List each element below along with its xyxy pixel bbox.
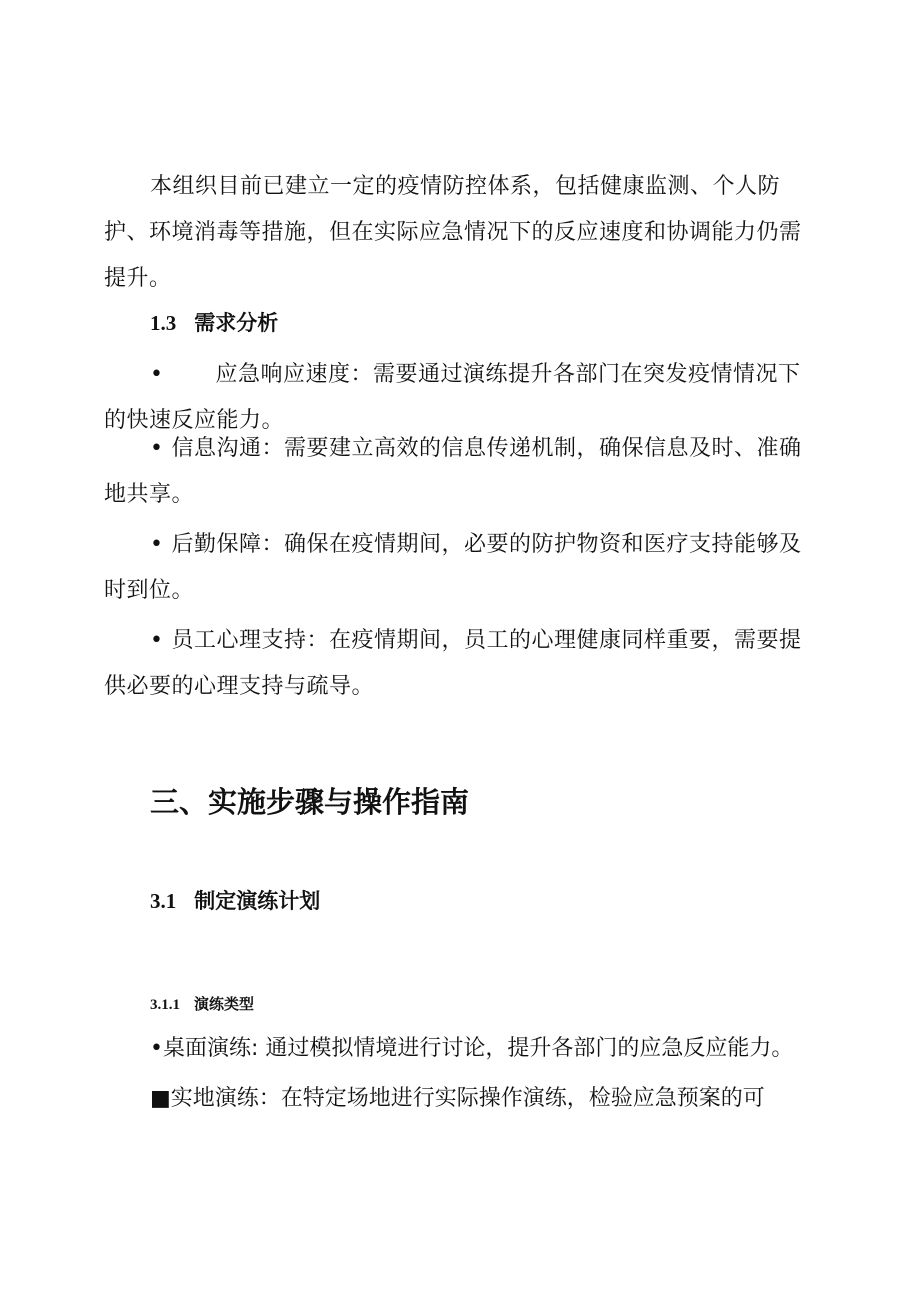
bullet-marker: • — [150, 628, 164, 653]
bullet-text: 员工心理支持：在疫情期间，员工的心理健康同样重要，需要提供必要的心理支持与疏导。 — [104, 628, 802, 699]
bullet-text: 后勤保障：确保在疫情期间，必要的防护物资和医疗支持能够及时到位。 — [104, 532, 802, 603]
subsection-number: 3.1.1 — [150, 997, 180, 1013]
bullet-item — [104, 426, 804, 518]
bullet-item — [104, 522, 804, 614]
subsection-title: 演练类型 — [194, 995, 255, 1013]
bullet-text: 信息沟通：需要建立高效的信息传递机制，确保信息及时、准确地共享。 — [104, 436, 802, 507]
section-number: 1.3 — [150, 311, 177, 335]
list-marker: • — [150, 1036, 163, 1061]
list-text: 实地演练：在特定场地进行实际操作演练，检验应急预案的可 — [170, 1086, 765, 1111]
section-heading-3-1 — [150, 886, 320, 916]
section-title: 需求分析 — [194, 311, 279, 335]
list-item — [150, 1032, 830, 1066]
intro-paragraph: 本组织目前已建立一定的疫情防控体系，包括健康监测、个人防护、环境消毒等措施，但在实际应急情况下的反应速度和协调能力仍需提升。 — [104, 174, 802, 291]
section-title: 制定演练计划 — [194, 889, 321, 913]
section-heading-1-3 — [150, 308, 278, 338]
list-text: 桌面演练: 通过模拟情境进行讨论，提升各部门的应急反应能力。 — [162, 1036, 794, 1061]
list-item — [150, 1082, 830, 1116]
chapter-title: 三、实施步骤与操作指南 — [150, 785, 470, 819]
bullet-marker: • — [150, 436, 164, 461]
bullet-text: 应急响应速度：需要通过演练提升各部门在突发疫情情况下的快速反应能力。 — [104, 362, 801, 433]
bullet-marker: • — [150, 362, 164, 387]
section-number: 3.1 — [150, 889, 177, 913]
subsection-heading-3-1-1 — [150, 992, 254, 1017]
bullet-marker: • — [150, 532, 164, 557]
list-marker: ■ — [150, 1086, 171, 1111]
bullet-item — [104, 618, 804, 710]
